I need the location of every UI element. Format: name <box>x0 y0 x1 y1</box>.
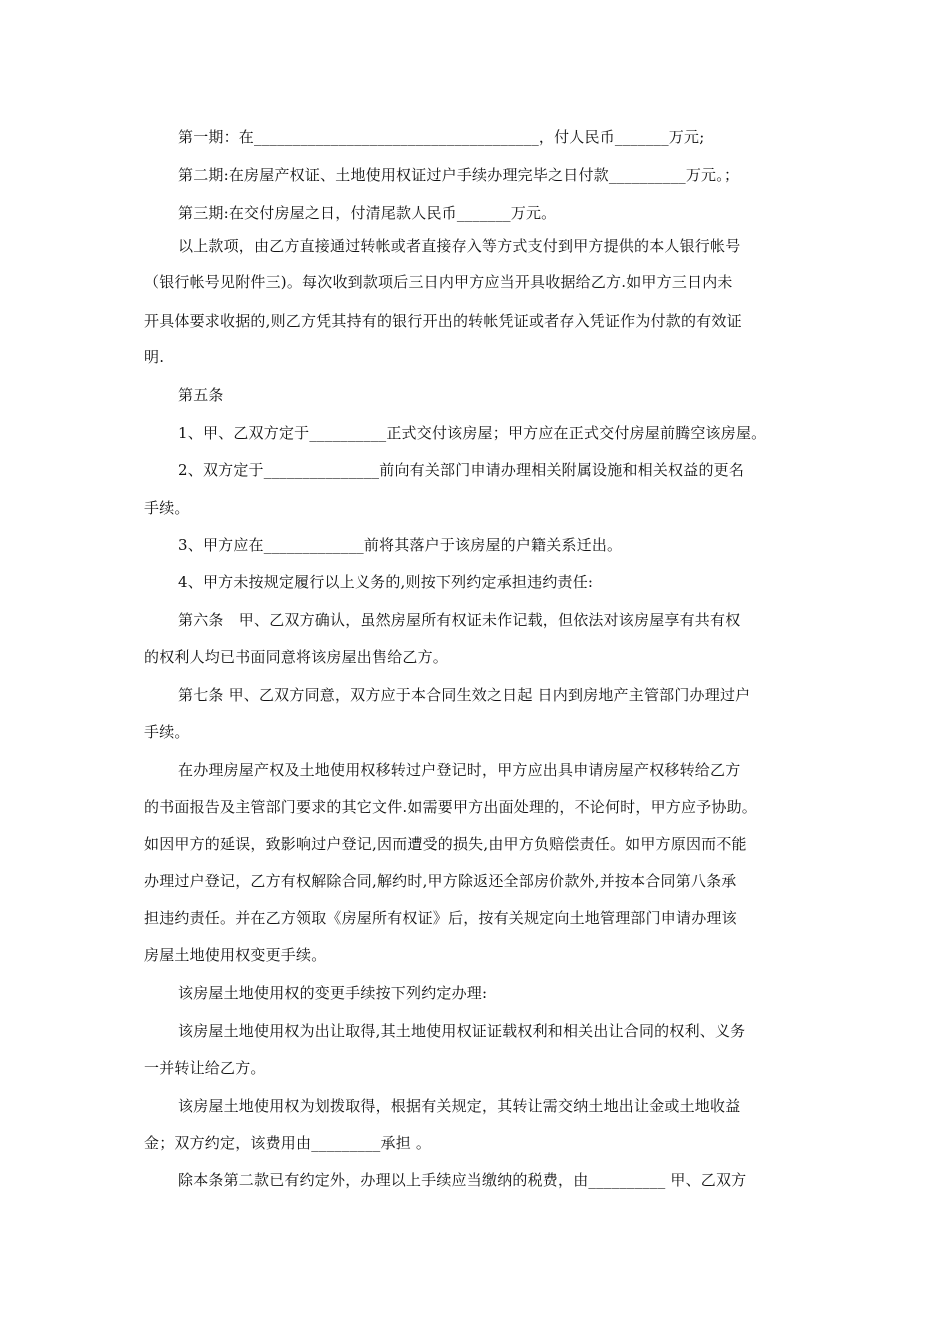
paragraph-line: 手续。 <box>144 723 190 741</box>
payment-second-installment: 第二期:在房屋产权证、土地使用权证过户手续办理完毕之日付款__________万元。； <box>178 166 740 184</box>
clause-item: 3、甲方应在_____________前将其落户于该房屋的户籍关系迁出。 <box>178 536 623 554</box>
paragraph-line: 以上款项，由乙方直接通过转帐或者直接存入等方式支付到甲方提供的本人银行帐号 <box>178 237 741 255</box>
paragraph-line: （银行帐号见附件三)。每次收到款项后三日内甲方应当开具收据给乙方.如甲方三日内未 <box>144 273 733 291</box>
paragraph-line: 该房屋土地使用权为划拨取得，根据有关规定，其转让需交纳土地出让金或土地收益 <box>178 1097 741 1115</box>
paragraph-line: 在办理房屋产权及土地使用权移转过户登记时，甲方应出具申请房屋产权移转给乙方 <box>178 761 741 779</box>
paragraph-line: 办理过户登记，乙方有权解除合同,解约时,甲方除返还全部房价款外,并按本合同第八条承 <box>144 872 737 890</box>
clause-item: 1、甲、乙双方定于__________正式交付该房屋；甲方应在正式交付房屋前腾空该房屋。 <box>178 424 767 442</box>
paragraph-line: 的书面报告及主管部门要求的其它文件.如需要甲方出面处理的，不论何时，甲方应予协助。 <box>144 798 757 816</box>
paragraph-line: 一并转让给乙方。 <box>144 1059 266 1077</box>
paragraph-line: 除本条第二款已有约定外，办理以上手续应当缴纳的税费，由__________ 甲、乙双方 <box>178 1171 747 1189</box>
paragraph-line: 第六条 甲、乙双方确认，虽然房屋所有权证未作记载，但依法对该房屋享有共有权 <box>178 611 741 629</box>
article-heading: 第五条 <box>178 386 224 404</box>
paragraph-line: 第七条 甲、乙双方同意，双方应于本合同生效之日起 日内到房地产主管部门办理过户 <box>178 686 751 704</box>
paragraph-line: 明. <box>144 348 165 366</box>
paragraph-line: 开具体要求收据的,则乙方凭其持有的银行开出的转帐凭证或者存入凭证作为付款的有效证 <box>144 312 742 330</box>
payment-third-installment: 第三期:在交付房屋之日，付清尾款人民币_______万元。 <box>178 204 557 222</box>
paragraph-line: 该房屋土地使用权为出让取得,其土地使用权证证载权利和相关出让合同的权利、义务 <box>178 1022 746 1040</box>
paragraph-line: 的权利人均已书面同意将该房屋出售给乙方。 <box>144 648 449 666</box>
paragraph-line: 该房屋土地使用权的变更手续按下列约定办理: <box>178 984 488 1002</box>
paragraph-line: 如因甲方的延误，致影响过户登记,因而遭受的损失,由甲方负赔偿责任。如甲方原因而不能 <box>144 835 747 853</box>
clause-item: 2、双方定于_______________前向有关部门申请办理相关附属设施和相关权益的更名 <box>178 461 745 479</box>
paragraph-line: 手续。 <box>144 499 190 517</box>
paragraph-line: 房屋土地使用权变更手续。 <box>144 946 327 964</box>
payment-first-installment: 第一期：在_____________________________________，付人民币_______万元; <box>178 128 705 146</box>
paragraph-line: 金；双方约定，该费用由_________承担 。 <box>144 1134 432 1152</box>
paragraph-line: 担违约责任。并在乙方领取《房屋所有权证》后，按有关规定向土地管理部门申请办理该 <box>144 909 737 927</box>
clause-item: 4、甲方未按规定履行以上义务的,则按下列约定承担违约责任: <box>178 573 594 591</box>
